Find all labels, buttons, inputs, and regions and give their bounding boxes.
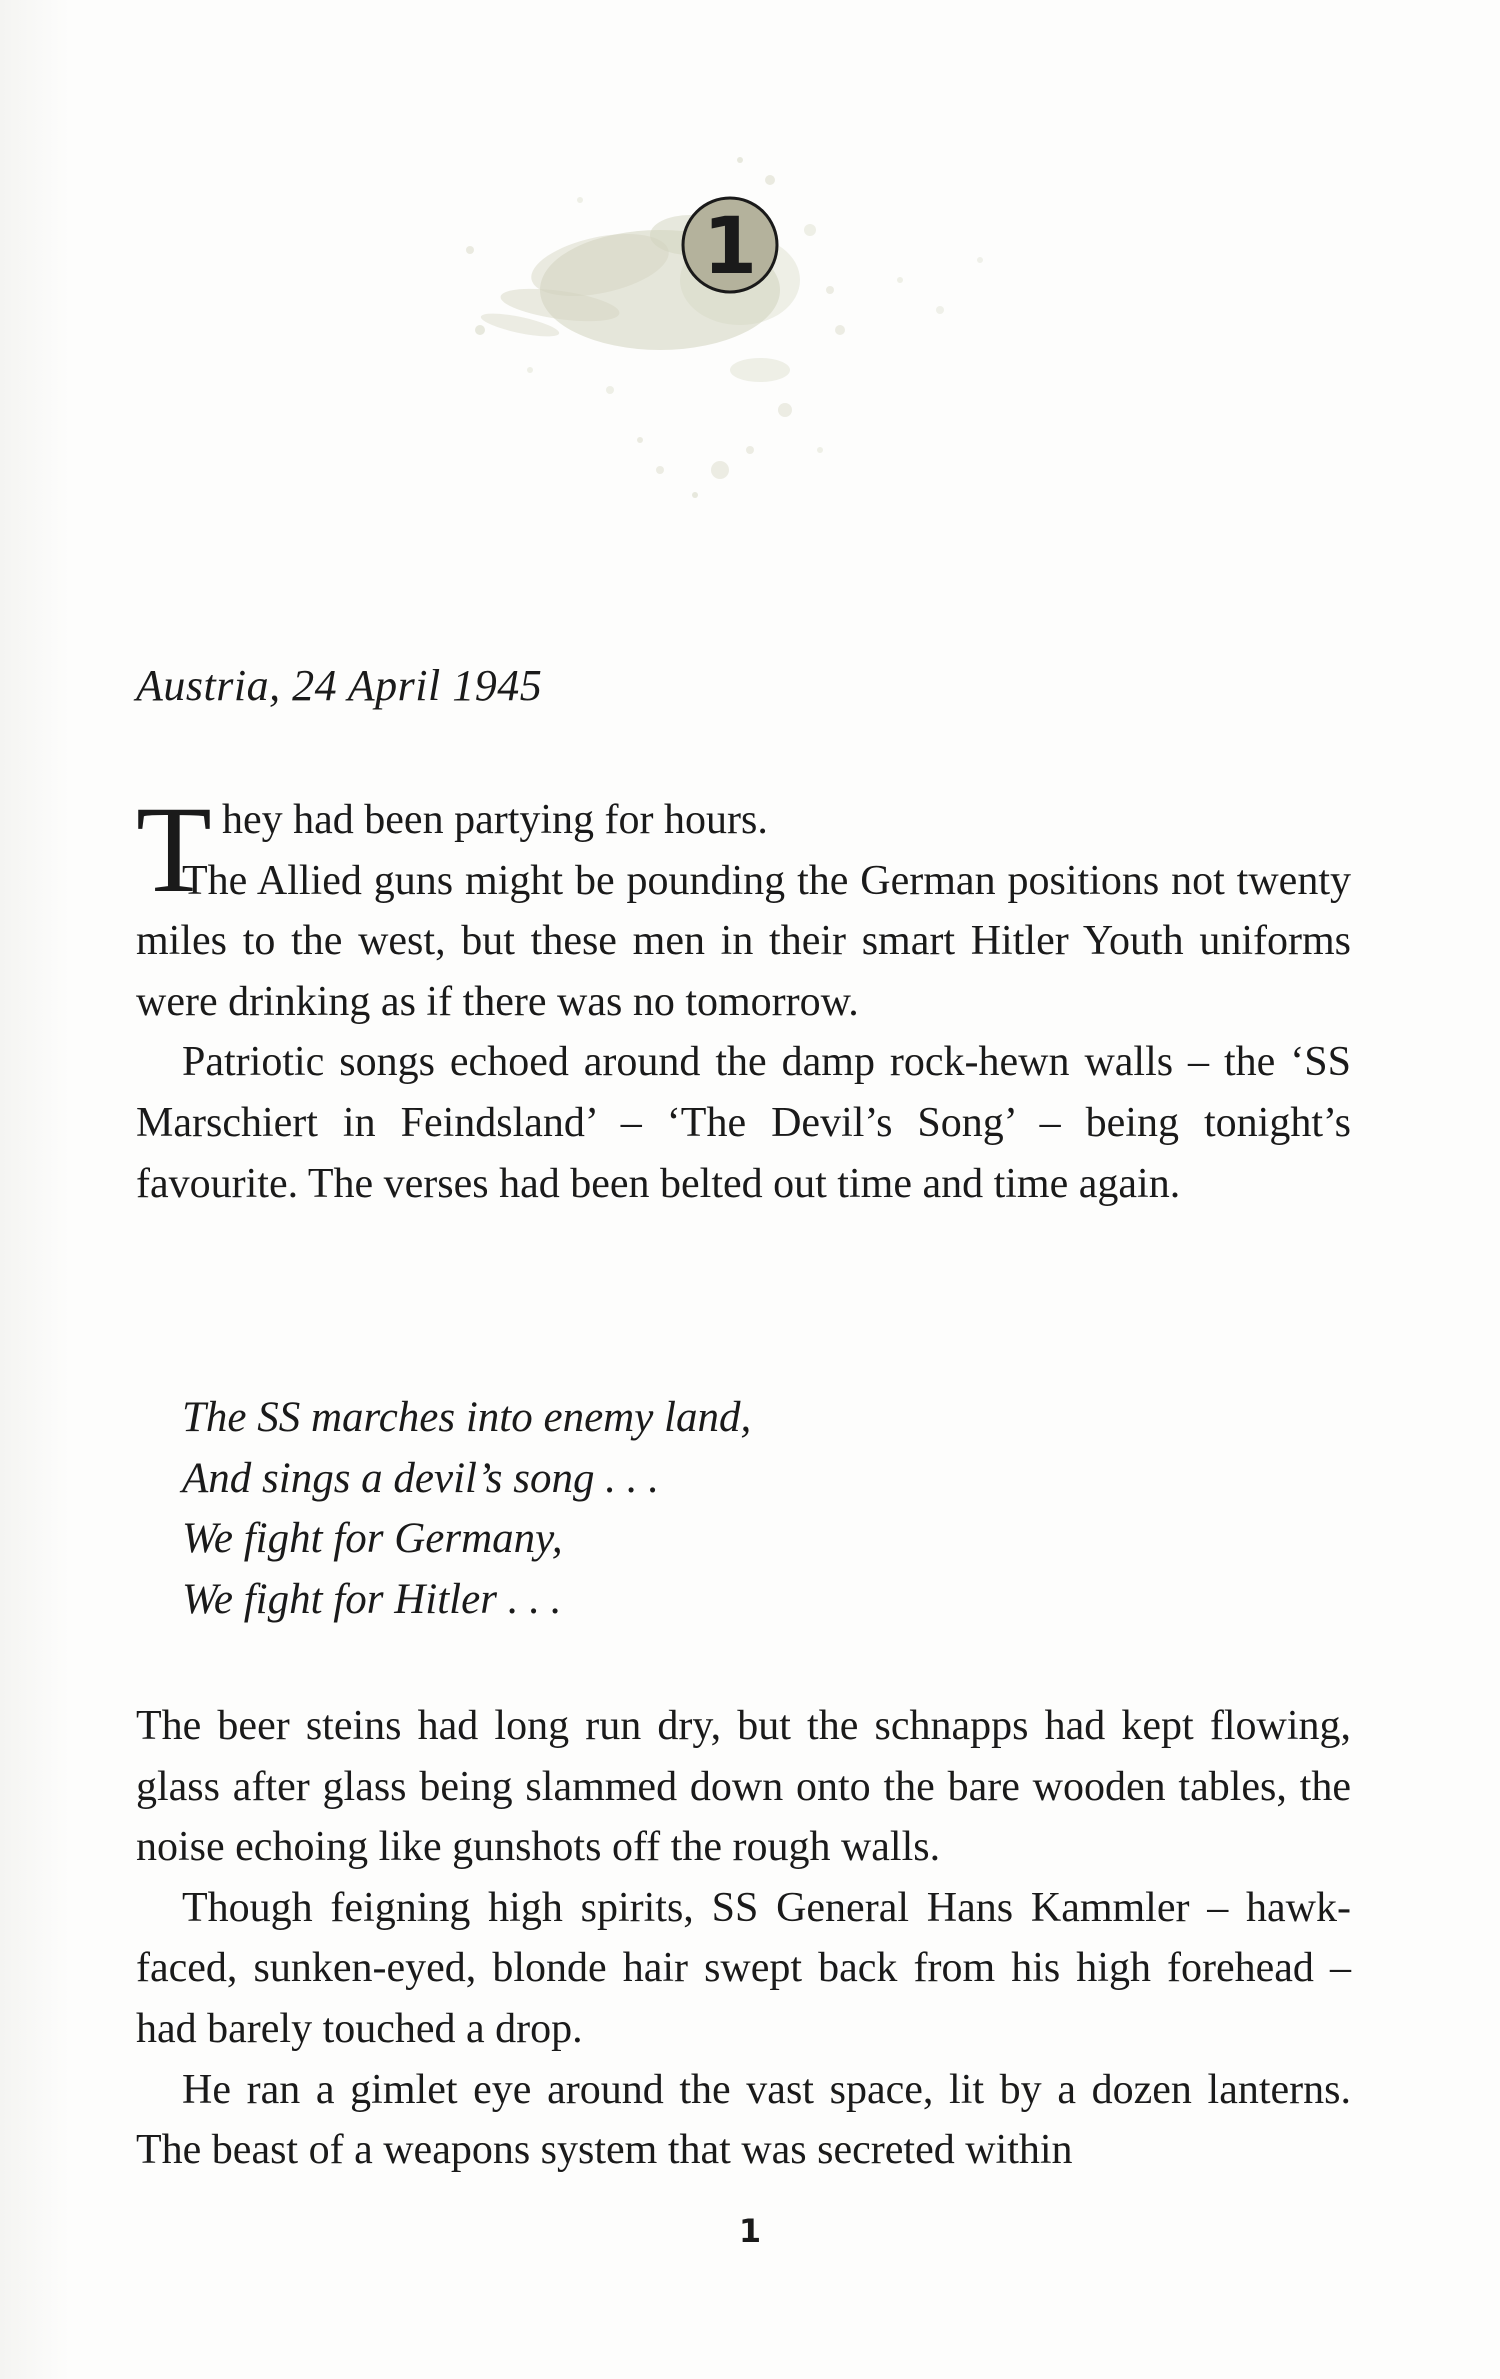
drop-cap: T: [136, 781, 212, 918]
opening-paragraph: [136, 781, 1351, 918]
body-text-lower: [136, 1696, 1351, 2181]
chapter-number: 1: [702, 202, 758, 292]
verse-line: And sings a devil’s song . . .: [182, 1454, 659, 1502]
verse-line: The SS marches into enemy land,: [182, 1394, 752, 1441]
chapter-ornament: [440, 140, 1060, 610]
chapter-number-badge: [683, 198, 777, 292]
paragraph: The Allied guns might be pounding the German positions not twenty miles to the west, but these men in their smart Hitler Youth uniforms were drinking as if there was no tomorrow.: [136, 857, 1351, 1025]
body-text-upper: [136, 781, 1351, 1214]
song-verse: [182, 1388, 751, 1630]
paragraph: Though feigning high spirits, SS General Hans Kammler – hawk-faced, sunken-eyed, blonde hair swept back from his high forehead – had barely touched a drop.: [136, 1884, 1351, 2052]
opening-lead-line: hey had been partying for hours.: [222, 797, 768, 843]
page-edge-shadow: [0, 0, 70, 2379]
paragraph: Patriotic songs echoed around the damp rock-hewn walls – the ‘SS Marschiert in Feindsland’ – ‘The Devil’s Song’ – being tonight’s favourite. The verses had been belted out time and time again.: [136, 1039, 1351, 1207]
verse-line: We fight for Germany,: [182, 1515, 563, 1562]
dateline: Austria, 24 April 1945: [136, 661, 543, 710]
page-number: 1: [738, 2212, 762, 2250]
paragraph: He ran a gimlet eye around the vast space, lit by a dozen lanterns. The beast of a weapons system that was secreted within: [136, 2066, 1351, 2174]
verse-line: We fight for Hitler . . .: [182, 1575, 562, 1623]
paragraph: The beer steins had long run dry, but the schnapps had kept flowing, glass after glass being slammed down onto the bare wooden tables, the noise echoing like gunshots off the rough walls.: [136, 1703, 1351, 1871]
